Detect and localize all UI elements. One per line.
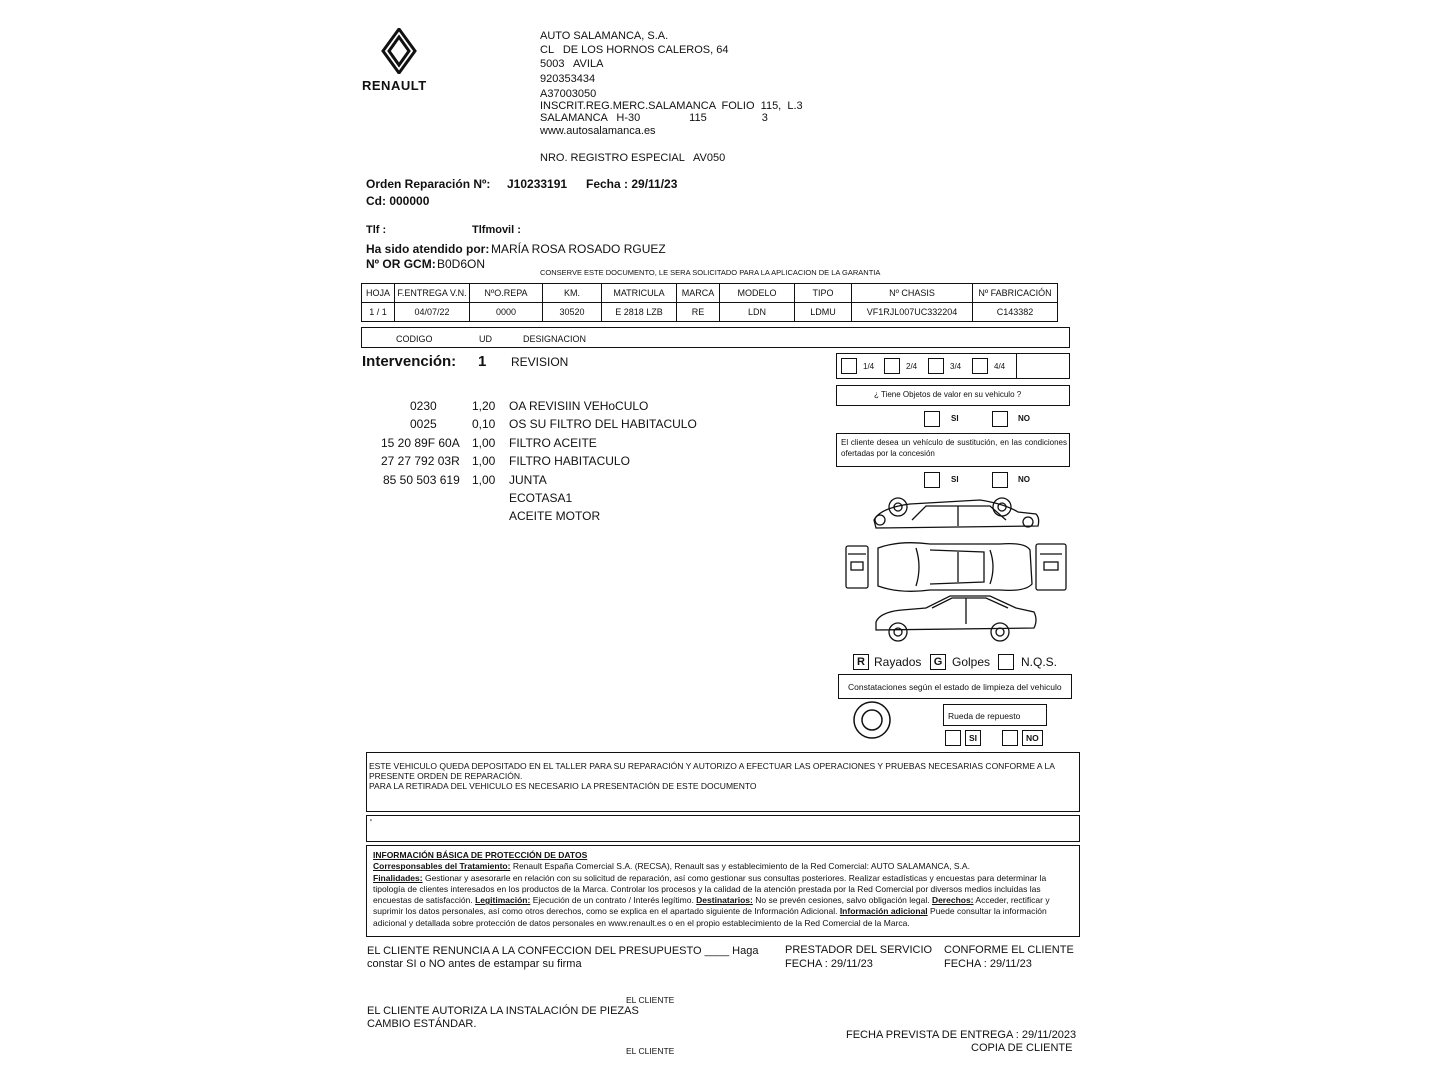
td-orepa: 0000 <box>470 303 543 322</box>
item-ud: 1,00 <box>472 473 496 487</box>
fuel-4-4-label: 4/4 <box>994 362 1006 371</box>
deposit-line-2: PRESENTE ORDEN DE REPARACIÓN. <box>369 771 523 781</box>
spare-wheel-icon <box>852 700 892 740</box>
valuables-si-label: SI <box>951 414 959 423</box>
order-date: Fecha : 29/11/23 <box>586 177 678 191</box>
legal-fin-label: Finalidades: <box>373 872 423 883</box>
fuel-2-4-checkbox[interactable] <box>884 358 900 374</box>
spare-wheel-label: Rueda de repuesto <box>948 711 1021 721</box>
tlfmovil-label: Tlfmovil : <box>472 224 521 236</box>
th-modelo: MODELO <box>720 284 795 303</box>
spare-wheel-si-label: SI <box>965 730 981 746</box>
item-code: 15 20 89F 60A <box>381 436 460 450</box>
intervention-number: 1 <box>478 353 487 370</box>
dealer-line-1: AUTO SALAMANCA, S.A. <box>540 30 669 42</box>
item-desc: OA REVISIIN VEHoCULO <box>509 399 649 413</box>
attended-label: Ha sido atendido por: <box>366 242 490 256</box>
dealer-line-3: 5003 AVILA <box>540 58 604 70</box>
fuel-extra-box <box>1016 353 1070 379</box>
golpes-label: Golpes <box>952 655 991 669</box>
cd-code: Cd: 000000 <box>366 194 430 208</box>
rayados-marker[interactable]: R <box>853 654 869 670</box>
substitution-no-label: NO <box>1018 475 1030 484</box>
th-hoja: HOJA <box>362 284 395 303</box>
legal-der: Acceder, rectificar y suprimir los datos personales, así como otros derechos, como se explica en el apartado siguiente de Información Adicional. <box>373 895 1050 917</box>
th-entrega: F.ENTREGA V.N. <box>395 284 470 303</box>
th-marca: MARCA <box>677 284 720 303</box>
conforme-date: FECHA : 29/11/23 <box>944 958 1032 970</box>
dealer-website: www.autosalamanca.es <box>540 125 656 137</box>
vehicle-table-header <box>362 284 1058 303</box>
item-desc: OS SU FILTRO DEL HABITACULO <box>509 417 697 431</box>
fuel-4-4-checkbox[interactable] <box>972 358 988 374</box>
substitution-no-checkbox[interactable] <box>992 472 1008 488</box>
autoriza-line-2: CAMBIO ESTÁNDAR. <box>367 1018 477 1030</box>
item-ud: 1,00 <box>472 436 496 450</box>
car-damage-diagram <box>840 490 1072 650</box>
th-chasis: Nº CHASIS <box>852 284 973 303</box>
item-code: 85 50 503 619 <box>383 473 460 487</box>
order-label: Orden Reparación Nº: <box>366 177 491 191</box>
nqs-label: N.Q.S. <box>1021 655 1058 669</box>
legal-dest-label: Destinatarios: <box>696 895 753 906</box>
th-tipo: TIPO <box>795 284 852 303</box>
substitution-text: El cliente desea un vehículo de sustitución, en las condiciones ofertadas por la concesión <box>841 438 1067 458</box>
valuables-question: ¿ Tiene Objetos de valor en su vehiculo ? <box>874 390 1022 399</box>
td-marca: RE <box>677 303 720 322</box>
td-hoja: 1 / 1 <box>362 303 395 322</box>
legal-body <box>373 861 1073 929</box>
item-code: 0025 <box>410 417 437 431</box>
spare-wheel-no-label: NO <box>1022 730 1043 746</box>
col-codigo: CODIGO <box>396 334 433 344</box>
td-matricula: E 2818 LZB <box>602 303 677 322</box>
dealer-line-7: SALAMANCA H-30 115 3 <box>540 112 768 124</box>
item-ud: 1,00 <box>472 454 496 468</box>
prestador-date: FECHA : 29/11/23 <box>785 958 873 970</box>
registro-especial: NRO. REGISTRO ESPECIAL AV050 <box>540 152 726 164</box>
th-matricula: MATRICULA <box>602 284 677 303</box>
legal-fin: Gestionar y asesorarle en relación con su solicitud de reparación, así como gestionar sus consultas posteriores. Realizar estadísticas y encuestas para determinar la tipología de clientes interesados en los productos de la Marca. Controlar los procesos y la calidad de la atención prestada por la Red Comercial por diversos medios incluidas las encuestas de satisfacción. <box>373 872 1047 906</box>
cleanliness-text: Constataciones según el estado de limpieza del vehiculo <box>848 682 1062 692</box>
legal-resp: Renault España Comercial S.A. (RECSA), Renault sas y establecimiento de la Red Comercial: AUTO SALAMANCA, S.A. <box>510 861 970 872</box>
expected-delivery: FECHA PREVISTA DE ENTREGA : 29/11/2023 <box>846 1029 1077 1041</box>
nqs-checkbox[interactable] <box>998 654 1014 670</box>
legal-resp-label: Corresponsables del Tratamiento: <box>373 861 511 872</box>
col-ud: UD <box>479 334 492 344</box>
item-ud: 0,10 <box>472 417 496 431</box>
fuel-3-4-checkbox[interactable] <box>928 358 944 374</box>
conserve-notice: CONSERVE ESTE DOCUMENTO, LE SERA SOLICITADO PARA LA APLICACION DE LA GARANTIA <box>540 268 881 277</box>
prestador-label: PRESTADOR DEL SERVICIO <box>785 944 933 956</box>
client-signature-label-2: EL CLIENTE <box>626 1046 675 1056</box>
lines-header-box <box>361 327 1070 348</box>
valuables-si-checkbox[interactable] <box>924 411 940 427</box>
td-entrega: 04/07/22 <box>395 303 470 322</box>
item-desc: JUNTA <box>509 473 547 487</box>
item-code: 0230 <box>410 399 437 413</box>
dealer-line-6: INSCRIT.REG.MERC.SALAMANCA FOLIO 115, L.3 <box>540 100 803 112</box>
legal-leg: Ejecución de un contrato / Interés legítimo. <box>530 895 697 906</box>
renuncia-line-1: EL CLIENTE RENUNCIA A LA CONFECCION DEL PRESUPUESTO ____ Haga <box>367 945 759 957</box>
attended-name: MARÍA ROSA ROSADO RGUEZ <box>491 242 666 256</box>
order-number: J10233191 <box>507 177 568 191</box>
deposit-line-1: ESTE VEHICULO QUEDA DEPOSITADO EN EL TALLER PARA SU REPARACIÓN Y AUTORIZO A EFECTUAR LAS OPERACIONES Y PRUEBAS NECESARIAS CONFORME A LA <box>369 761 1055 771</box>
col-designacion: DESIGNACION <box>523 334 587 344</box>
dealer-line-2: CL DE LOS HORNOS CALEROS, 64 <box>540 44 729 56</box>
fuel-2-4-label: 2/4 <box>906 362 918 371</box>
brand-name: RENAULT <box>362 78 427 93</box>
autoriza-line-1: EL CLIENTE AUTORIZA LA INSTALACIÓN DE PIEZAS <box>367 1005 639 1017</box>
deposit-line-3: PARA LA RETIRADA DEL VEHICULO ES NECESARIO LA PRESENTACIÓN DE ESTE DOCUMENTO <box>369 781 757 791</box>
legal-leg-label: Legitimación: <box>475 895 531 906</box>
legal-der-label: Derechos: <box>931 895 974 906</box>
intervention-label: Intervención: <box>362 353 457 370</box>
fuel-3-4-label: 3/4 <box>950 362 962 371</box>
spare-wheel-no-checkbox[interactable] <box>1002 730 1018 746</box>
th-orepa: NºO.REPA <box>470 284 543 303</box>
gcm-value: B0D6ON <box>437 257 486 271</box>
legal-title <box>373 850 1073 861</box>
spare-wheel-si-checkbox[interactable] <box>945 730 961 746</box>
substitution-si-label: SI <box>951 475 959 484</box>
intervention-name: REVISION <box>511 355 569 369</box>
item-desc: ACEITE MOTOR <box>509 509 601 523</box>
th-fabricacion: Nº FABRICACIÓN <box>973 284 1058 303</box>
gcm-label: Nº OR GCM: <box>366 257 436 271</box>
legal-title-text: INFORMACIÓN BÁSICA DE PROTECCIÓN DE DATOS <box>373 850 588 860</box>
renault-logo <box>381 28 417 74</box>
dealer-line-4: 920353434 <box>540 73 596 85</box>
item-desc: ECOTASA1 <box>509 491 573 505</box>
legal-dest: No se prevén cesiones, salvo obligación legal. <box>752 895 932 906</box>
copy-label: COPIA DE CLIENTE <box>971 1042 1073 1054</box>
fuel-1-4-label: 1/4 <box>863 362 875 371</box>
dealer-line-5: A37003050 <box>540 88 597 100</box>
item-code: 27 27 792 03R <box>381 454 460 468</box>
golpes-marker[interactable]: G <box>930 654 946 670</box>
vehicle-table <box>361 283 1058 322</box>
client-signature-label-1: EL CLIENTE <box>626 995 675 1005</box>
item-desc: FILTRO ACEITE <box>509 436 597 450</box>
legal-adic: Puede consultar la información adicional y detallada sobre protección de datos personales en www.renault.es o en el propio establecimiento de la Red Comercial de la Marca. <box>373 906 1047 928</box>
renuncia-line-2: constar SI o NO antes de estampar su firma <box>367 958 582 970</box>
observations-mark: ' <box>370 818 372 829</box>
observations-box <box>366 815 1080 842</box>
valuables-no-label: NO <box>1018 414 1030 423</box>
td-chasis: VF1RJL007UC332204 <box>852 303 973 322</box>
data-protection-box <box>366 845 1080 937</box>
fuel-1-4-checkbox[interactable] <box>841 358 857 374</box>
substitution-si-checkbox[interactable] <box>924 472 940 488</box>
legal-adic-label: Información adicional <box>839 906 928 917</box>
rayados-label: Rayados <box>874 655 922 669</box>
valuables-no-checkbox[interactable] <box>992 411 1008 427</box>
td-fabricacion: C143382 <box>973 303 1058 322</box>
th-km: KM. <box>543 284 602 303</box>
tlf-label: Tlf : <box>366 224 387 236</box>
item-ud: 1,20 <box>472 399 496 413</box>
conforme-label: CONFORME EL CLIENTE <box>944 944 1074 956</box>
td-modelo: LDN <box>720 303 795 322</box>
item-desc: FILTRO HABITACULO <box>509 454 630 468</box>
td-tipo: LDMU <box>795 303 852 322</box>
vehicle-table-row <box>362 303 1058 322</box>
td-km: 30520 <box>543 303 602 322</box>
